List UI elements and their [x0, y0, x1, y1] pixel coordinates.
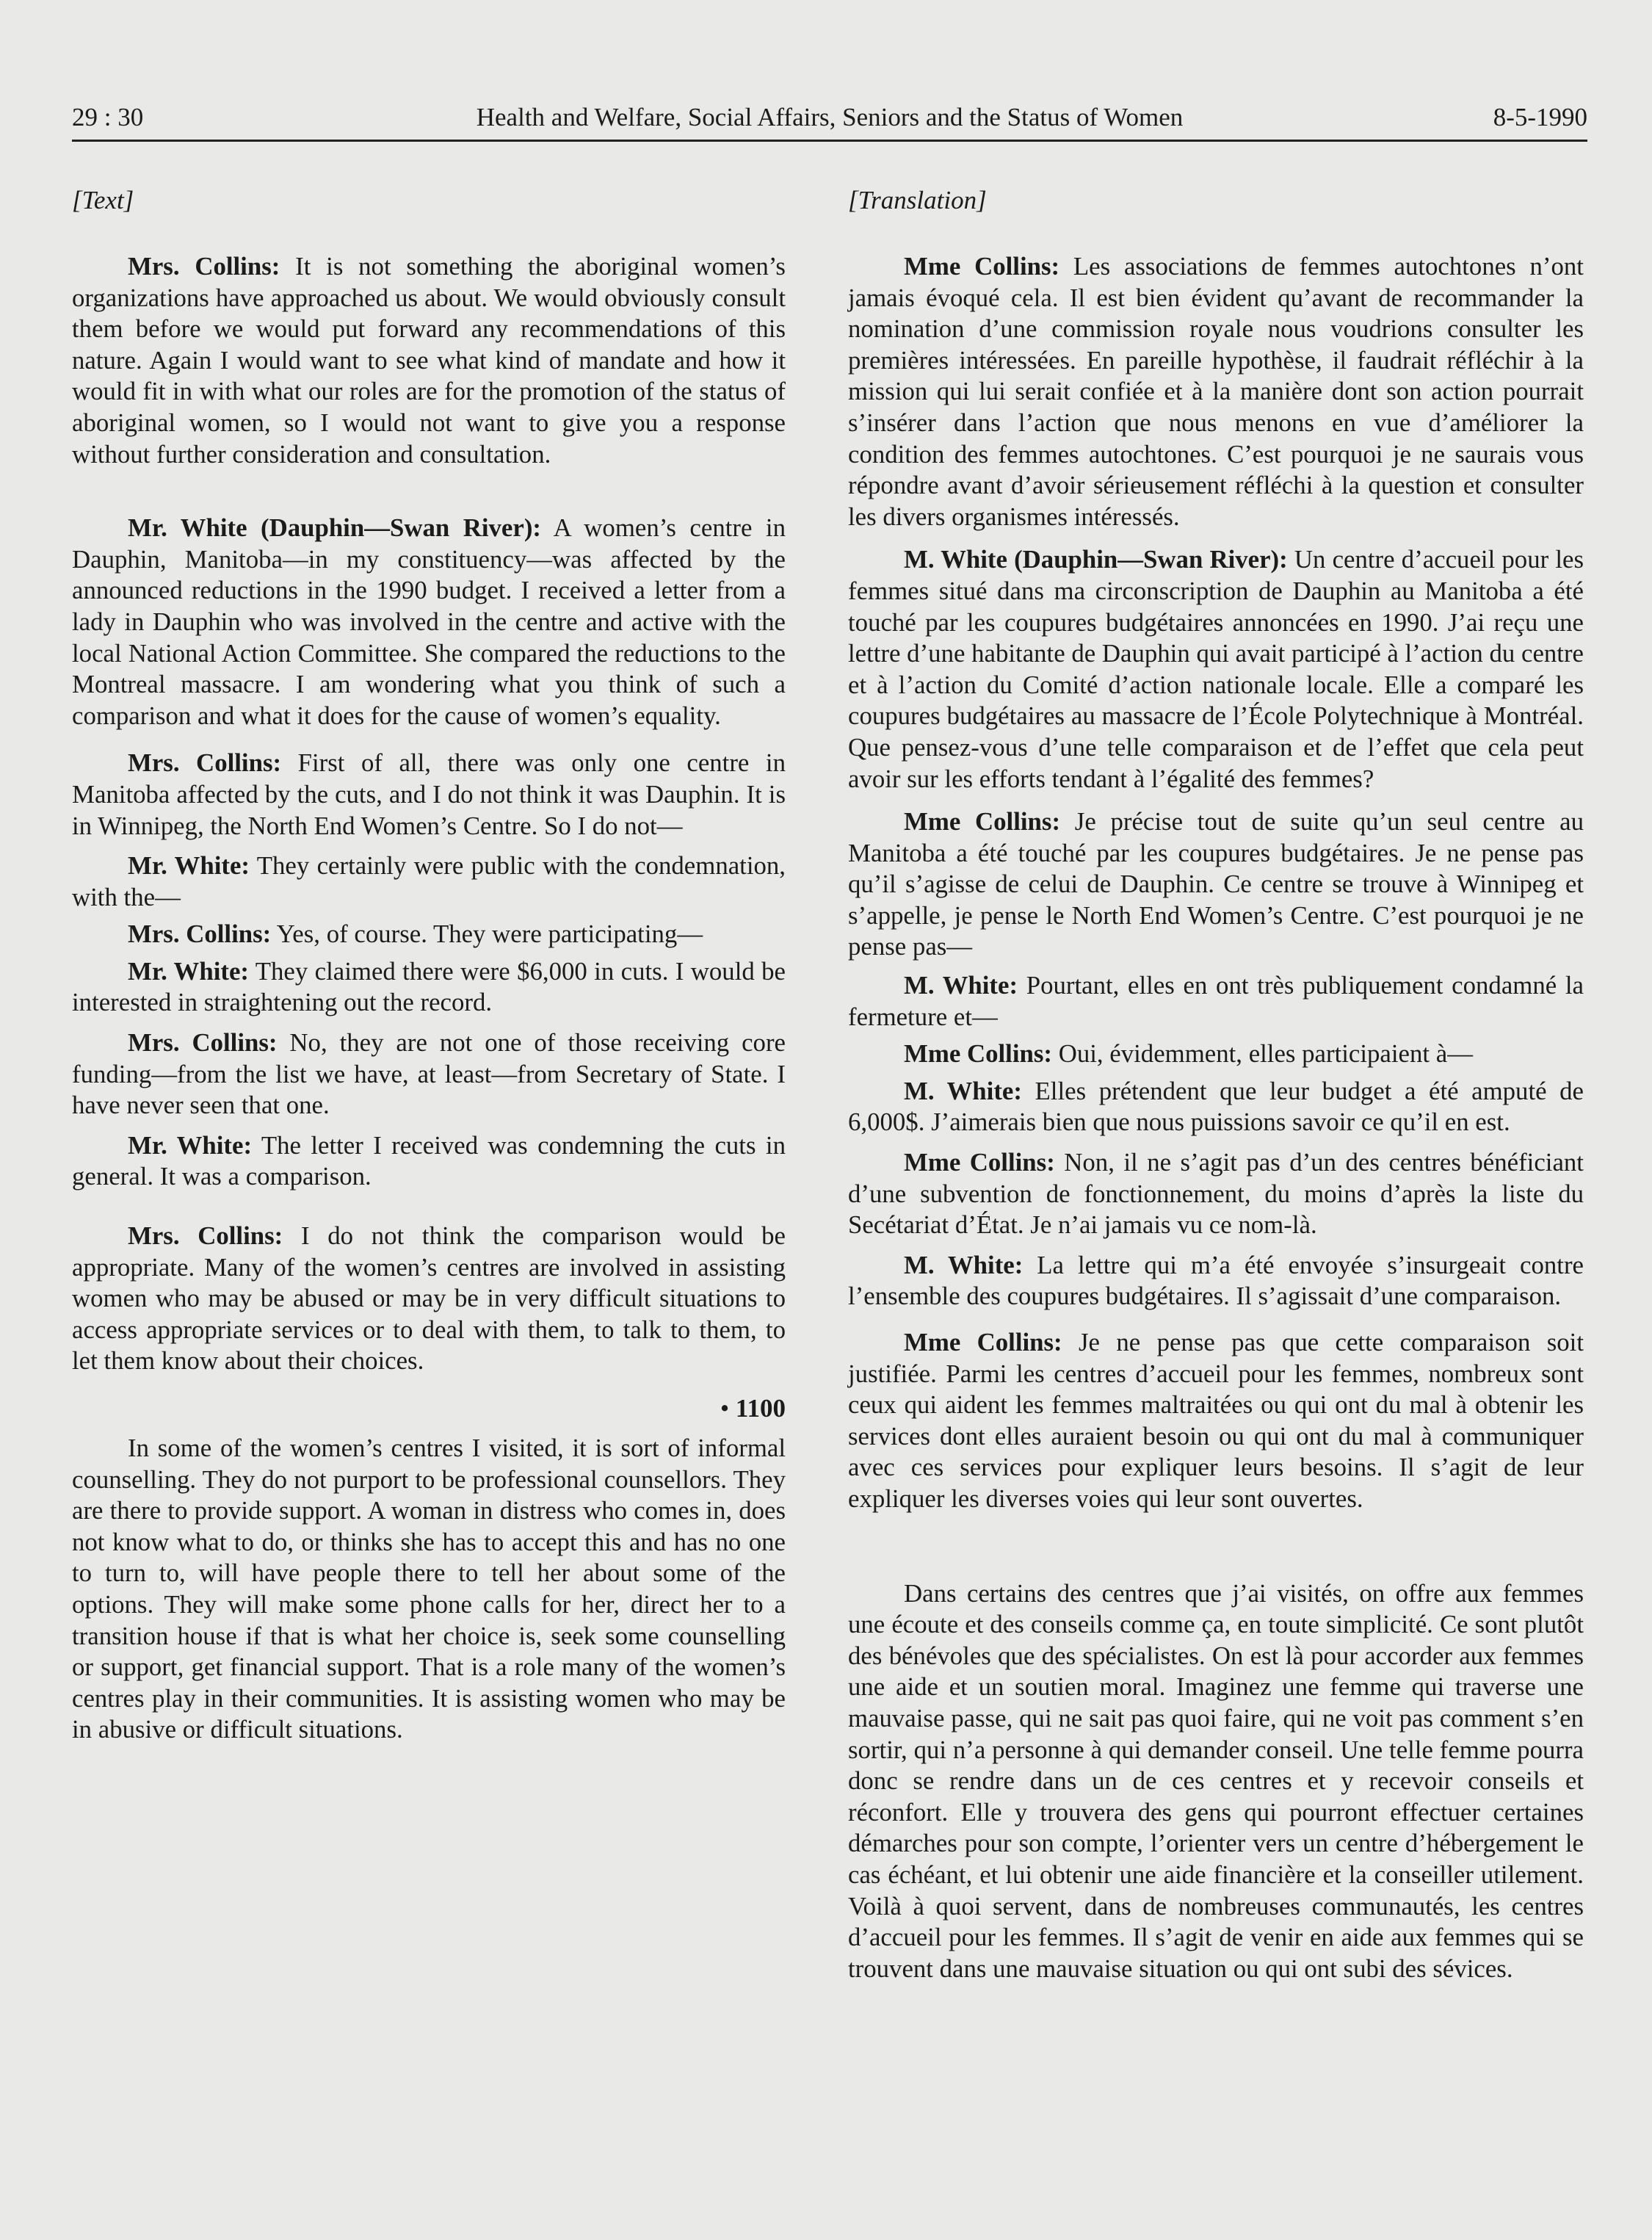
page-header [72, 101, 1587, 142]
speech-paragraph [72, 748, 786, 842]
speaker-name: Mr. White: [128, 851, 250, 881]
speech-paragraph [848, 251, 1584, 532]
speech-text: Je précise tout de suite qu’un seul centre au Manitoba a été touché par les coupures budgétaires. Je ne pense pas qu’il s’agisse de celui de Dauphin. Ce centre se trouve à Winnipeg et s’appelle, je pense le North End Women’s Centre. C’est pourquoi je ne pense pas— [848, 807, 1584, 961]
speaker-name: Mme Collins: [904, 1328, 1062, 1356]
speech-text: I do not think the comparison would be appropriate. Many of the women’s centres are involved in assisting women who may be abused or may be in very difficult situations to access appropriate services or to deal with them, to talk to them, to let them know about their choices. [72, 1221, 786, 1376]
speech-text: They certainly were public with the condemnation, with the— [72, 851, 786, 911]
speech-paragraph: In some of the women’s centres I visited, it is sort of informal counselling. They do not purport to be professional counsellors. They are there to provide support. A woman in distress who comes in, does not know what to do, or thinks she has to accept this and has no one to turn to, will have people there to tell her about some of the options. They will make some phone calls for her, direct her to a transition house if that is what her choice is, seek some counselling or support, get financial support. That is a role many of the women’s centres play in their communities. It is assisting women who may be in abusive or difficult situations. [72, 1434, 786, 1744]
speech-text: Les associations de femmes autochtones n’ont jamais évoqué cela. Il est bien évident qu’avant de recommander la nomination d’une commission royale nous voudrions consulter les premières intéressées. En pareille hypothèse, il faudrait réfléchir à la mission qui lui serait confiée et à la manière dont son action pourrait s’insérer dans l’action que nous menons en vue d’améliorer la condition des femmes autochtones. C’est pourquoi je ne saurais vous répondre avant d’avoir sérieusement réfléchi à la question et consulter les divers organismes intéressés. [848, 252, 1584, 531]
speech-paragraph [72, 850, 786, 913]
speech-paragraph [72, 513, 786, 731]
speech-paragraph [72, 919, 786, 950]
speaker-name: Mme Collins: [904, 1148, 1055, 1177]
speaker-name: M. White (Dauphin—Swan River): [904, 545, 1288, 574]
speech-text: They claimed there were $6,000 in cuts. I would be interested in straightening out the record. [72, 956, 786, 1017]
speech-paragraph [72, 251, 786, 470]
speech-text: Pourtant, elles en ont très publiquement condamné la fermeture et— [848, 971, 1584, 1031]
speech-paragraph [848, 970, 1584, 1033]
speaker-name: Mrs. Collins: [128, 1028, 278, 1058]
speech-text: Yes, of course. They were participating— [271, 920, 703, 949]
speech-text: A women’s centre in Dauphin, Manitoba—in my constituency—was affected by the announced reductions in the 1990 budget. I received a letter from a lady in Dauphin who was involved in the centre and active with the local National Action Committee. She compared the reductions to the Montreal massacre. I am wondering what you think of such a comparison and what it does for the cause of women’s equality. [72, 513, 786, 730]
page-number: 29 : 30 [72, 103, 144, 131]
bullet-icon: • [720, 1394, 736, 1423]
french-column [848, 185, 1584, 1984]
speaker-name: Mr. White: [128, 1130, 253, 1160]
speech-text: Un centre d’accueil pour les femmes situé dans ma circonscription de Dauphin au Manitoba a été touché par les coupures budgétaires annoncées en 1990. J’ai reçu une lettre d’une habitante de Dauphin qui avait participé à l’action du centre et à l’action du Comité d’action nationale locale. Elle a comparé les coupures budgétaires au massacre de l’École Polytechnique à Montréal. Que pensez-vous d’une telle comparaison et de l’effet que cela peut avoir sur les efforts tendant à l’égalité des femmes? [848, 545, 1584, 793]
running-title: Health and Welfare, Social Affairs, Seniors and the Status of Women [476, 103, 1184, 131]
speech-paragraph [72, 1130, 786, 1193]
speaker-name: Mme Collins: [904, 252, 1060, 281]
speaker-name: M. White: [904, 1250, 1024, 1279]
column-label: [Text] [72, 186, 134, 214]
speaker-name: Mrs. Collins: [128, 1221, 283, 1251]
speech-paragraph [848, 544, 1584, 795]
speaker-name: Mme Collins: [904, 1039, 1052, 1069]
time-marker-value: 1100 [735, 1394, 786, 1423]
speaker-name: M. White: [904, 971, 1018, 1000]
speech-paragraph [848, 806, 1584, 963]
speech-text: La lettre qui m’a été envoyée s’insurgeait contre l’ensemble des coupures budgétaires. Il s’agissait d’une comparaison. [848, 1250, 1584, 1311]
speech-paragraph [848, 1038, 1584, 1070]
speech-paragraph [72, 1221, 786, 1377]
speech-text: Je ne pense pas que cette comparaison soit justifiée. Parmi les centres d’accueil pour les femmes, nombreux sont ceux qui aident les femmes maltraitées ou qui ont du mal à obtenir les services dont elles auraient besoin ou qui ont du mal à communiquer avec ces services pour expliquer leurs besoins. Il s’agit de leur expliquer les diverses voies qui leur sont ouvertes. [848, 1328, 1584, 1513]
speaker-name: Mr. White (Dauphin—Swan River): [128, 513, 541, 543]
speech-paragraph [848, 1327, 1584, 1515]
speech-text: Non, il ne s’agit pas d’un des centres bénéficiant d’une subvention de fonctionnement, du moins d’après la liste du Secétariat d’État. Je n’ai jamais vu ce nom-là. [848, 1148, 1584, 1240]
speech-paragraph [848, 1076, 1584, 1138]
speaker-name: Mme Collins: [904, 807, 1061, 837]
column-label: [Translation] [848, 186, 987, 214]
speaker-name: Mrs. Collins: [128, 920, 272, 949]
speech-text: The letter I received was condemning the cuts in general. It was a comparison. [72, 1130, 786, 1191]
speaker-name: M. White: [904, 1076, 1022, 1105]
speaker-name: Mrs. Collins: [128, 748, 282, 778]
speech-paragraph [848, 1147, 1584, 1241]
speech-text: First of all, there was only one centre in Manitoba affected by the cuts, and I do not think it was Dauphin. It is in Winnipeg, the North End Women’s Centre. So I do not— [72, 748, 786, 840]
speech-paragraph [72, 956, 786, 1019]
speech-text: No, they are not one of those receiving core funding—from the list we have, at least—from Secretary of State. I have never seen that one. [72, 1028, 786, 1120]
speaker-name: Mrs. Collins: [128, 252, 280, 281]
speech-paragraph: Dans certains des centres que j’ai visités, on offre aux femmes une écoute et des conseils comme ça, en toute simplicité. Ce sont plutôt des bénévoles que des spécialistes. On est là pour accorder aux femmes une aide et un soutien moral. Imaginez une femme qui traverse une mauvaise passe, qui ne sait pas quoi faire, qui ne voit pas comment s’en sortir, qui n’a personne à qui demander conseil. Une telle femme pourra donc se rendre dans un de ces centres et y recevoir conseils et réconfort. Elle y trouvera des gens qui pourront effectuer certaines démarches pour son compte, l’orienter vers un centre d’hébergement le cas échéant, et lui obtenir une aide financière et la conseiller utilement. Voilà à quoi servent, dans de nombreuses communautés, les centres d’accueil pour les femmes. Il s’agit de venir en aide aux femmes qui se trouvent dans une mauvaise situation ou qui ont subi des sévices. [848, 1578, 1584, 1983]
speaker-name: Mr. White: [128, 956, 249, 986]
english-column [72, 185, 786, 1746]
speech-paragraph [848, 1250, 1584, 1312]
time-marker [72, 1393, 786, 1424]
speech-text: It is not something the aboriginal women’s organizations have approached us about. We would obviously consult them before we would put forward any recommendations of this nature. Again I would want to see what kind of mandate and how it would fit in with what our roles are for the promotion of the status of aboriginal women, so I would not want to give you a response without further consideration and consultation. [72, 252, 786, 469]
speech-paragraph [72, 1027, 786, 1121]
speech-text: Elles prétendent que leur budget a été amputé de 6,000$. J’aimerais bien que nous puissions savoir ce qu’il en est. [848, 1076, 1584, 1137]
header-date: 8-5-1990 [1493, 103, 1587, 131]
speech-text: Oui, évidemment, elles participaient à— [1052, 1039, 1473, 1069]
